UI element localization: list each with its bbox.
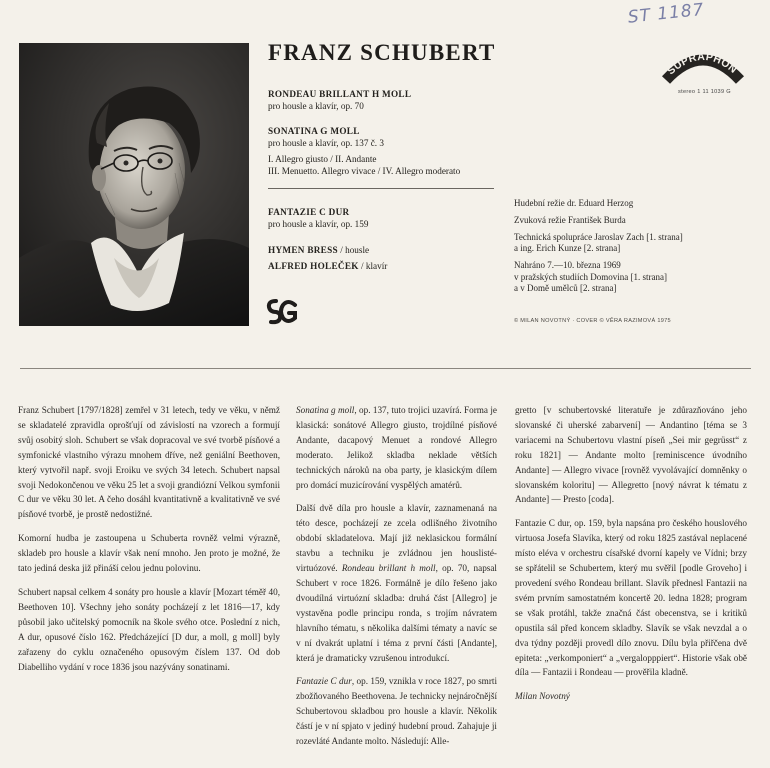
work-subtitle: pro housle a klavír, op. 159: [268, 219, 369, 230]
credit-line: Zvuková režie František Burda: [514, 214, 626, 225]
composer-name: FRANZ SCHUBERT: [268, 40, 496, 65]
performer-role: housle: [345, 245, 370, 255]
performer-role: klavír: [365, 260, 388, 271]
section-divider: [20, 368, 751, 369]
work-reference: Fantazie C dur: [296, 676, 352, 687]
credit-line: a ing. Erich Kunze [2. strana]: [514, 243, 621, 254]
notes-paragraph: Franz Schubert [1797/1828] zemřel v 31 letech, tedy ve věku, v němž se skladatelé zpravidla oprošťují od závislostí na vzorech a formují svůj osobitý sloh. Schubert se však dopracoval ve své tvorbě písňové a symfonické vlastního výrazu mnohem dříve, než geniální Beethoven, který vytvořil např. svoji Eroiku ve svých 34 letech. Schubert napsal svoji Nedokončenou ve věku 25 let a svoji grandiózní Velkou symfonii C dur ve věku 30 let. A čeho dosáhl kvantitativně a kvalitativně ve své písňové tvorbě, je prostě nedostižné.: [18, 405, 280, 520]
svg-text:SUPRAPHON: SUPRAPHON: [665, 50, 740, 78]
work-sonatina: [268, 125, 460, 177]
notes-column-1: [18, 403, 280, 683]
work-subtitle: pro housle a klavír, op. 70: [268, 101, 364, 112]
composer-portrait: [19, 43, 249, 326]
divider: [268, 188, 494, 189]
sg-logo: [266, 297, 298, 327]
notes-paragraph: Sonatina g moll, op. 137, tuto trojici uzavírá. Forma je klasická: sonátové Allegro giusto, trojdílné písňové Andante, dacapový Menuet a rondové Allegro moderato. Jelikož skladba neklade větších technických nároků na oba party, je klasickým dílem pro domácí muzicírování vyspělých amatérů.: [296, 405, 497, 490]
work-movements: I. Allegro giusto / II. Andante: [268, 153, 377, 164]
production-credits: [514, 198, 683, 300]
supraphon-logo: [662, 48, 744, 86]
credit-line: Hudební režie dr. Eduard Herzog: [514, 198, 634, 208]
notes-column-3: [515, 403, 747, 713]
work-title: FANTAZIE C DUR: [268, 207, 350, 217]
notes-paragraph: Komorní hudba je zastoupena u Schuberta rovněž velmi výrazně, skladeb pro housle a klavír však není mnoho. Jen proto je možné, že tato jediná deska již přináší celou jednu polovinu.: [18, 533, 280, 574]
credit-line: a v Domě umělců [2. strana]: [514, 283, 617, 294]
work-title: RONDEAU BRILLANT H MOLL: [268, 89, 412, 99]
credit-line: v pražských studiích Domovina [1. strana]: [514, 271, 667, 282]
notes-paragraph: Fantazie C dur, op. 159, byla napsána pro českého houslového virtuosa Josefa Slavíka, který od roku 1825 zastával neplacené místo eléva v orchestru císařské dvorní kapely ve Vídni; brzy se spřátelil se Schubertem, který mu svěřil [podle Groveho] i provedení svého Rondeau brillant. Slavík přednesl Fantazii na svém prvním samostatném koncertě 20. ledna 1828; program se však protáhl, takže značná část obecenstva, se i kritiků opustila sál před koncem skladby. Slavík se však nevzdal a o dva týdny později provedl dílo znovu. Dílu byla přiřčena dvě epiteta: „verkomponiert“ a „vergalopppiert“. Historie však obě díla — Fantazii i Rondeau — prověřila kladně.: [515, 518, 747, 678]
catalog-number: stereo 1 11 1039 G: [678, 89, 731, 95]
work-reference: Rondeau brillant h moll: [341, 563, 436, 574]
handwritten-catalog-note: ST 1187: [626, 0, 706, 28]
performers: HYMEN BRESS / housle ALFRED HOLEČEK / klavír: [268, 245, 388, 271]
work-fantazie: [268, 206, 368, 231]
work-title: SONATINA G MOLL: [268, 126, 360, 136]
notes-paragraph: gretto [v schubertovské literatuře je zdůrazňováno jeho slovanské či uherské zabarvení] — Andantino [téma se 3 variacemi na Schubertovu vlastní píseň „Sei mir gegrüsst“ z roku 1821] — Andante molto [reminiscence úvodního Andante] — Allegro vivace [rovněž vyvolávající domněnky o slovanském koloritu] — Allegretto [nový návrat k tématu z Andante] — Presto [coda].: [515, 405, 747, 505]
credit-line: Nahráno 7.—10. března 1969: [514, 259, 621, 270]
performer-name: HYMEN BRESS: [268, 245, 338, 255]
work-movements: III. Menuetto. Allegro vivace / IV. Allegro moderato: [268, 165, 461, 176]
notes-paragraph: Další dvě díla pro housle a klavír, zaznamenaná na této desce, pocházejí ze zcela odlišného životního období skladatelova. Mají již neklasickou formální stavbu a techniku je zvládnou jen houslisté-virtuózové. Rondeau brillant h moll, op. 70, napsal Schubert v roce 1826. Formálně je dílo řešeno jako dvoudílná virtuózní skladba: druhá část [Allegro] je vystavěna podle principu ronda, s trojím návratem hlavního tématu, s několika dalšími tématy a navíc se v ní dvakrát uplatní i téma z první části [Andante], která je dramaticky vzrušenou introdukcí.: [296, 503, 497, 663]
credit-line: Technická spolupráce Jaroslav Zach [1. strana]: [514, 231, 683, 242]
performer-name: ALFRED HOLEČEK: [268, 260, 359, 271]
copyright-line: © MILAN NOVOTNÝ · COVER © VĚRA RAZIMOVÁ 1975: [514, 318, 671, 324]
work-rondeau: [268, 88, 411, 113]
author-signature: Milan Novotný: [515, 691, 570, 702]
work-reference: Sonatina g moll: [296, 405, 355, 415]
work-subtitle: pro housle a klavír, op. 137 č. 3: [268, 138, 384, 149]
notes-paragraph: Schubert napsal celkem 4 sonáty pro housle a klavír [Mozart téměř 40, Beethoven 10]. Všechny jeho sonáty pocházejí z let 1816—17, kdy působil jako učitelský pomocník na škole svého otce. Poslední z nich, A dur, opusové číslo 162. Předcházející [D dur, a moll, g moll] byly zařazeny do cyklu označeného opusovým číslem 137. Od dob Diabelliho vydání v roce 1836 jsou nazývány sonatinami.: [18, 586, 280, 672]
notes-paragraph: Fantazie C dur, op. 159, vznikla v roce 1827, po smrti zbožňovaného Beethovena. Je technicky nejnáročnější Schubertovou skladbou pro housle a klavír. Několik částí je v ní spjato v jediný hudební proud. Zahajuje ji rozevláté Andante molto. Následují: Alle-: [296, 676, 497, 747]
notes-column-2: [296, 403, 497, 758]
